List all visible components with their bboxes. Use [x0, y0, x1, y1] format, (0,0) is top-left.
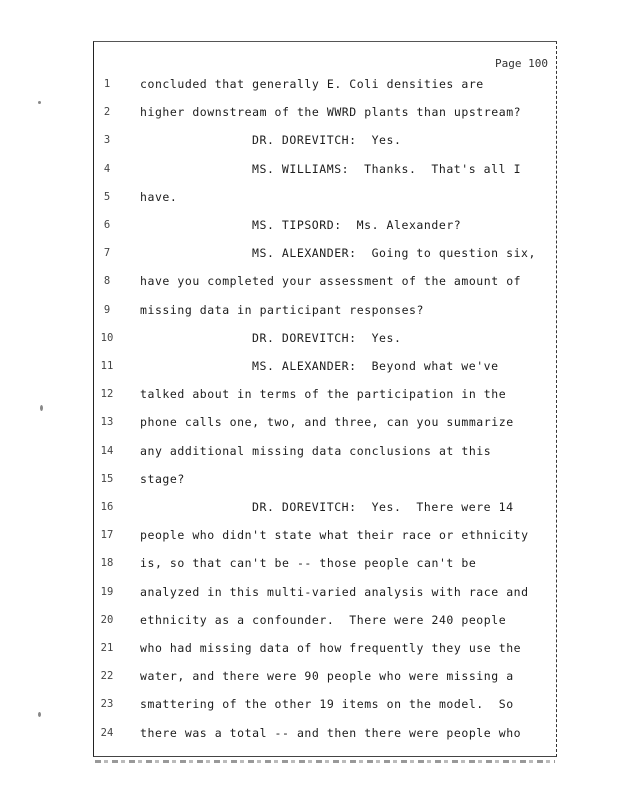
- line-text: missing data in participant responses?: [140, 302, 424, 317]
- transcript-line: [94, 725, 558, 745]
- line-number: 15: [100, 472, 114, 485]
- line-number: 5: [103, 190, 111, 203]
- transcript-line: [94, 696, 558, 716]
- line-number: 10: [100, 331, 114, 344]
- line-text: MS. ALEXANDER: Going to question six,: [252, 246, 536, 261]
- transcript-line: [94, 527, 558, 547]
- line-number: 12: [100, 388, 114, 401]
- transcript-line: [94, 273, 558, 293]
- transcript-line: [94, 668, 558, 688]
- transcript-line: [94, 330, 558, 350]
- line-text: phone calls one, two, and three, can you summarize: [140, 415, 514, 430]
- transcript-line: [94, 132, 558, 152]
- line-text: have you completed your assessment of the amount of: [140, 274, 522, 289]
- line-number: 13: [100, 416, 114, 429]
- line-number: 24: [100, 726, 114, 739]
- transcript-line: [94, 245, 558, 265]
- line-number: 3: [103, 134, 111, 147]
- line-number: 17: [100, 529, 114, 542]
- transcript-line: [94, 104, 558, 124]
- transcript-line: [94, 386, 558, 406]
- line-text: is, so that can't be -- those people can't be: [140, 556, 477, 571]
- scan-speck: [38, 101, 41, 104]
- line-number: 20: [100, 613, 114, 626]
- line-number: 9: [103, 303, 111, 316]
- line-text: have.: [140, 189, 178, 204]
- line-number: 18: [100, 557, 114, 570]
- line-number: 1: [103, 78, 111, 90]
- transcript-line: [94, 189, 558, 209]
- line-text: smattering of the other 19 items on the model. So: [140, 697, 514, 712]
- line-text: MS. TIPSORD: Ms. Alexander?: [252, 218, 462, 232]
- line-number: 11: [100, 360, 114, 372]
- transcript-line: [94, 443, 558, 463]
- line-number: 8: [103, 275, 111, 288]
- transcript-line: [94, 555, 558, 575]
- scan-noise: [95, 760, 555, 763]
- line-text: higher downstream of the WWRD plants than upstream?: [140, 105, 522, 120]
- transcript-line: [94, 414, 558, 434]
- scan-speck: [40, 405, 43, 411]
- transcript-line: [94, 612, 558, 632]
- line-text: DR. DOREVITCH: Yes. There were 14: [252, 500, 514, 514]
- line-text: analyzed in this multi-varied analysis with race and: [140, 584, 529, 599]
- transcript-page: [93, 41, 557, 757]
- line-number: 16: [100, 501, 114, 513]
- line-text: people who didn't state what their race or ethnicity: [140, 528, 529, 543]
- page-number: Page 100: [495, 57, 548, 70]
- line-text: ethnicity as a confounder. There were 240 people: [140, 612, 507, 627]
- transcript-line: [94, 471, 558, 491]
- line-number: 21: [100, 642, 114, 654]
- line-number: 2: [103, 106, 111, 119]
- line-number: 6: [103, 219, 111, 231]
- line-number: 7: [103, 247, 111, 260]
- transcript-line: [94, 499, 558, 519]
- line-number: 4: [103, 162, 111, 175]
- line-number: 14: [100, 444, 114, 457]
- line-text: any additional missing data conclusions at this: [140, 443, 492, 458]
- transcript-line: [94, 358, 558, 378]
- line-text: MS. ALEXANDER: Beyond what we've: [252, 359, 499, 373]
- transcript-line: [94, 640, 558, 660]
- transcript-line: [94, 76, 558, 96]
- transcript-line: [94, 217, 558, 237]
- line-text: concluded that generally E. Coli densities are: [140, 77, 484, 91]
- line-text: DR. DOREVITCH: Yes.: [252, 133, 402, 148]
- line-number: 23: [100, 698, 114, 711]
- line-text: water, and there were 90 people who were missing a: [140, 669, 514, 684]
- line-text: there was a total -- and then there were people who: [140, 725, 522, 740]
- line-number: 22: [100, 670, 114, 683]
- line-text: DR. DOREVITCH: Yes.: [252, 330, 402, 345]
- scan-speck: [38, 712, 41, 717]
- transcript-line: [94, 584, 558, 604]
- line-text: who had missing data of how frequently they use the: [140, 641, 522, 655]
- line-text: talked about in terms of the participation in the: [140, 387, 507, 402]
- line-number: 19: [100, 585, 114, 598]
- transcript-line: [94, 302, 558, 322]
- line-text: MS. WILLIAMS: Thanks. That's all I: [252, 161, 522, 176]
- line-text: stage?: [140, 471, 185, 486]
- transcript-line: [94, 161, 558, 181]
